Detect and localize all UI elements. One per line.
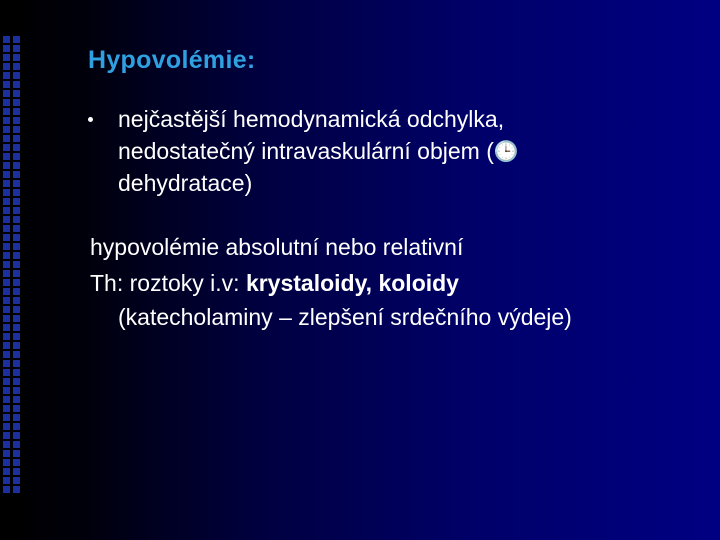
decor-square	[3, 72, 10, 79]
decor-square	[3, 396, 10, 403]
decor-square	[3, 288, 10, 295]
decor-square	[13, 135, 20, 142]
decor-square	[3, 486, 10, 493]
decor-square	[3, 423, 10, 430]
decor-square	[13, 342, 20, 349]
square-column-decoration	[3, 36, 21, 496]
decor-square	[3, 81, 10, 88]
decor-square	[13, 99, 20, 106]
decor-square	[13, 432, 20, 439]
decor-square	[13, 162, 20, 169]
decor-square	[13, 63, 20, 70]
decor-square	[13, 297, 20, 304]
bullet-line-1: nejčastější hemodynamická odchylka,	[118, 106, 505, 132]
decor-square	[13, 396, 20, 403]
bullet-dot-icon	[88, 117, 93, 122]
decor-square	[3, 468, 10, 475]
paragraph-hypovolemie: hypovolémie absolutní nebo relativní	[90, 234, 464, 260]
decor-square	[3, 198, 10, 205]
decor-square	[3, 360, 10, 367]
decor-square	[3, 297, 10, 304]
decor-square	[13, 54, 20, 61]
decor-square	[13, 270, 20, 277]
decor-square	[3, 162, 10, 169]
decor-square	[3, 315, 10, 322]
decor-square	[13, 378, 20, 385]
decor-square	[13, 324, 20, 331]
decor-square	[13, 360, 20, 367]
decor-square	[13, 450, 20, 457]
treatment-line-2: (katecholaminy – zlepšení srdečního výdeje)	[118, 304, 572, 330]
decor-square	[13, 333, 20, 340]
decor-square	[3, 270, 10, 277]
treatment-prefix: Th: roztoky i.v:	[90, 270, 246, 296]
decor-square	[13, 144, 20, 151]
decor-square	[13, 279, 20, 286]
decor-square	[3, 144, 10, 151]
decor-square	[3, 234, 10, 241]
decor-square	[3, 126, 10, 133]
decor-square	[3, 108, 10, 115]
decor-square	[3, 405, 10, 412]
decor-square	[3, 414, 10, 421]
decor-square	[13, 225, 20, 232]
decor-square	[3, 441, 10, 448]
decor-square	[3, 333, 10, 340]
decor-square	[13, 306, 20, 313]
decor-square	[3, 54, 10, 61]
decor-square	[13, 486, 20, 493]
decor-square	[3, 243, 10, 250]
decor-square	[3, 189, 10, 196]
left-decor-band	[0, 0, 24, 540]
decor-square	[3, 387, 10, 394]
decor-square	[13, 243, 20, 250]
decor-square	[13, 351, 20, 358]
decor-square	[13, 198, 20, 205]
decor-square	[3, 324, 10, 331]
decor-square	[3, 171, 10, 178]
decor-square	[3, 117, 10, 124]
bullet-line-2-text: nedostatečný intravaskulární objem (	[118, 138, 494, 164]
decor-square	[13, 252, 20, 259]
decor-square	[13, 117, 20, 124]
decor-square	[13, 81, 20, 88]
decor-square	[13, 108, 20, 115]
decor-square	[13, 405, 20, 412]
treatment-line-1	[90, 268, 459, 298]
decor-square	[13, 171, 20, 178]
bullet-line-3: dehydratace)	[118, 170, 253, 196]
decor-square	[3, 279, 10, 286]
decor-square	[13, 207, 20, 214]
decor-square	[3, 261, 10, 268]
decor-square	[3, 207, 10, 214]
decor-square	[13, 369, 20, 376]
decor-square	[13, 216, 20, 223]
decor-square	[13, 153, 20, 160]
decor-square	[3, 153, 10, 160]
decor-square	[13, 468, 20, 475]
decor-square	[3, 450, 10, 457]
decor-square	[13, 288, 20, 295]
decor-square	[13, 387, 20, 394]
decor-square	[3, 378, 10, 385]
decor-square	[13, 90, 20, 97]
decor-square	[3, 369, 10, 376]
decor-square	[13, 126, 20, 133]
decor-square	[13, 36, 20, 43]
decor-square	[3, 216, 10, 223]
decor-square	[13, 72, 20, 79]
decor-square	[3, 351, 10, 358]
decor-square	[3, 477, 10, 484]
decor-square	[13, 189, 20, 196]
decor-square	[13, 234, 20, 241]
decor-square	[3, 180, 10, 187]
decor-square	[3, 90, 10, 97]
decor-square	[13, 414, 20, 421]
decor-square	[3, 99, 10, 106]
decor-square	[3, 225, 10, 232]
treatment-bold: krystaloidy, koloidy	[245, 270, 459, 296]
slide-title: Hypovolémie:	[88, 46, 256, 74]
decor-square	[3, 342, 10, 349]
decor-square	[13, 477, 20, 484]
decor-square	[13, 45, 20, 52]
decor-square	[3, 432, 10, 439]
decor-square	[3, 63, 10, 70]
decor-square	[13, 180, 20, 187]
decor-square	[13, 441, 20, 448]
decor-square	[3, 36, 10, 43]
decor-square	[13, 459, 20, 466]
decor-square	[3, 135, 10, 142]
bullet-line-2	[118, 136, 519, 166]
decor-square	[13, 261, 20, 268]
decor-square	[13, 423, 20, 430]
decor-square	[3, 306, 10, 313]
decor-square	[3, 459, 10, 466]
clock-icon: 🕒	[493, 139, 519, 163]
decor-square	[13, 315, 20, 322]
decor-square	[3, 45, 10, 52]
decor-square	[3, 252, 10, 259]
